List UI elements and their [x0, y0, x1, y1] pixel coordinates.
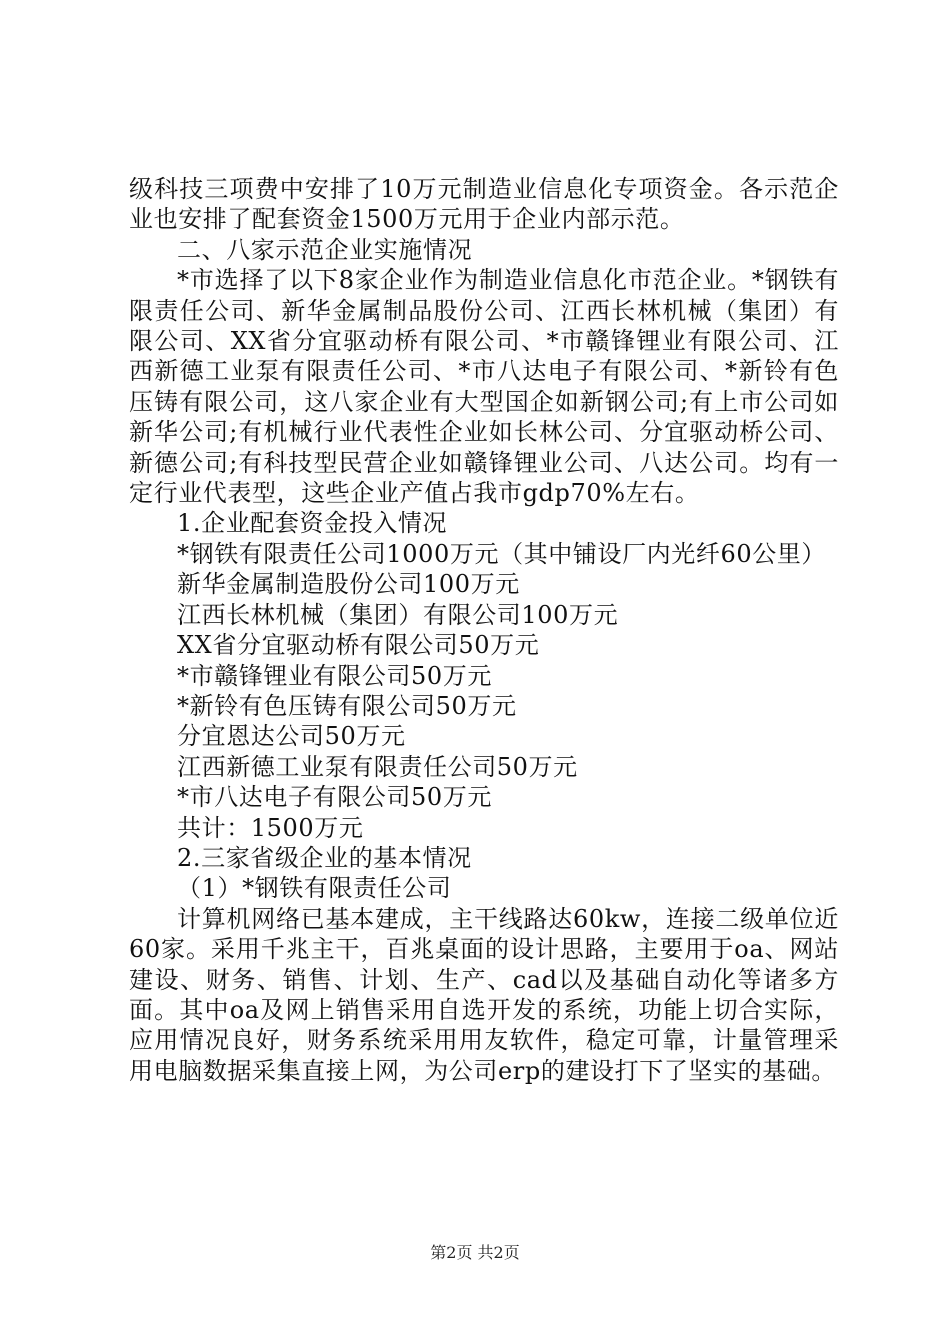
section-heading-eight-enterprises: 二、八家示范企业实施情况 — [177, 235, 473, 264]
subheading-provincial-enterprises: 2.三家省级企业的基本情况 — [177, 843, 472, 872]
funding-item-steel: *钢铁有限责任公司1000万元（其中铺设厂内光纤60公里） — [177, 539, 827, 568]
funding-item-changlin: 江西长林机械（集团）有限公司100万元 — [177, 600, 619, 629]
funding-item-bada: *市八达电子有限公司50万元 — [177, 783, 492, 812]
paragraph-funding-continuation: 级科技三项费中安排了10万元制造业信息化专项资金。各示范企业也安排了配套资金1500万元用于企业内部示范。 — [129, 175, 839, 234]
funding-total: 共计：1500万元 — [177, 813, 364, 842]
funding-item-xinling: *新铃有色压铸有限公司50万元 — [177, 691, 517, 720]
subheading-steel-company: （1）*钢铁有限责任公司 — [177, 874, 452, 903]
paragraph-enterprise-selection: *市选择了以下8家企业作为制造业信息化市范企业。*钢铁有限责任公司、新华金属制品股份公司、江西长林机械（集团）有限公司、XX省分宜驱动桥有限公司、*市赣锋锂业有限公司、江西新德工业泵有限责任公司、*市八达电子有限公司、*新铃有色压铸有限公司，这八家企业有大型国企如新钢公司;有上市公司如新华公司;有机械行业代表性企业如长林公司、分宜驱动桥公司、新德公司;有科技型民营企业如赣锋锂业公司、八达公司。均有一定行业代表型，这些企业产值占我市gdp70%左右。 — [129, 266, 839, 508]
subheading-matching-funds: 1.企业配套资金投入情况 — [177, 509, 448, 538]
funding-item-enda: 分宜恩达公司50万元 — [177, 722, 406, 751]
document-body — [129, 174, 839, 1086]
page-footer: 第2页 共2页 — [430, 1243, 520, 1262]
funding-item-ganfeng: *市赣锋锂业有限公司50万元 — [177, 661, 492, 690]
paragraph-network-description: 计算机网络已基本建成，主干线路达60kw，连接二级单位近60家。采用千兆主干，百兆桌面的设计思路，主要用于oa、网站建设、财务、销售、计划、生产、cad以及基础自动化等诸多方面。其中oa及网上销售采用自选开发的系统，功能上切合实际，应用情况良好，财务系统采用用友软件，稳定可靠，计量管理采用电脑数据采集直接上网，为公司erp的建设打下了坚实的基础。 — [129, 904, 839, 1085]
funding-item-xinde: 江西新德工业泵有限责任公司50万元 — [177, 752, 578, 781]
funding-item-fenyi-axle: XX省分宜驱动桥有限公司50万元 — [177, 631, 540, 660]
funding-item-xinhua: 新华金属制造股份公司100万元 — [177, 570, 520, 599]
